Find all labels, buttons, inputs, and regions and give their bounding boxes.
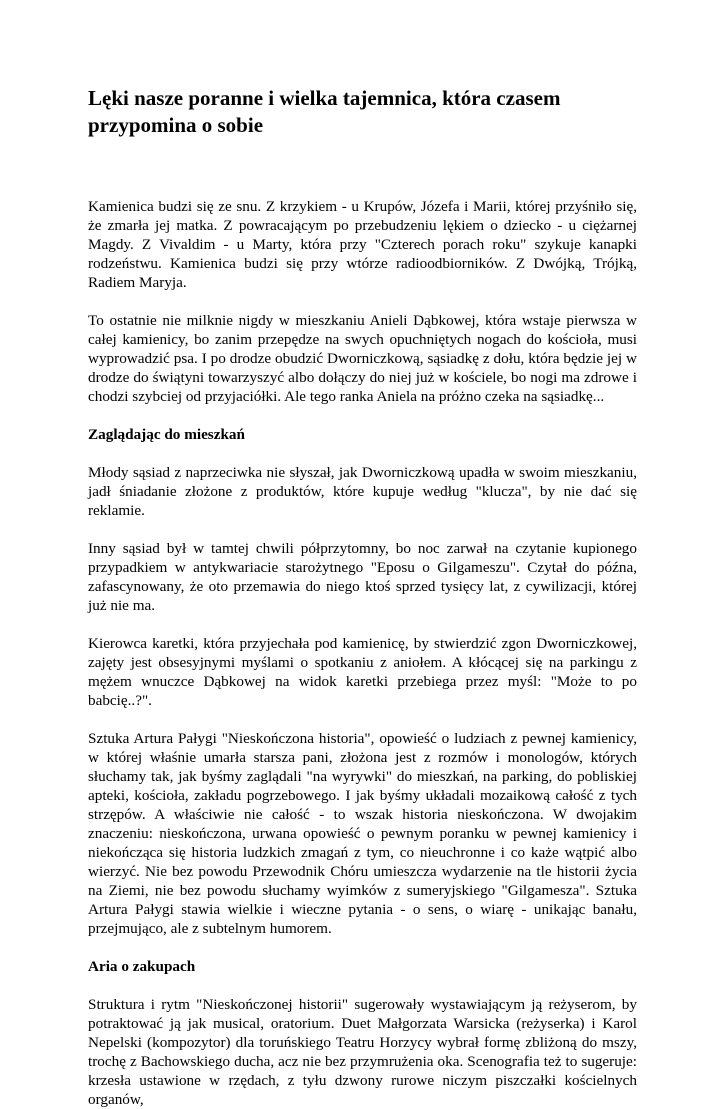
- paragraph: Młody sąsiad z naprzeciwka nie słyszał, jak Dworniczkową upadła w swoim mieszkaniu, jadł śniadanie złożone z produktów, które kupuje według "klucza", by nie dać się reklamie.: [88, 464, 637, 519]
- paragraph: Inny sąsiad był w tamtej chwili półprzytomny, bo noc zarwał na czytanie kupionego przypadkiem w antykwariacie starożytnego "Eposu o Gilgameszu". Czytał do późna, zafascynowany, że oto przemawia do niego ktoś sprzed tysięcy lat, z cywilizacji, której już nie ma.: [88, 540, 637, 614]
- section-heading: Aria o zakupach: [88, 958, 196, 975]
- section-heading: Zaglądając do mieszkań: [88, 426, 245, 443]
- paragraph: To ostatnie nie milknie nigdy w mieszkaniu Anieli Dąbkowej, która wstaje pierwsza w całej kamienicy, bo zanim przepędze na swych opuchniętych nogach do kościoła, musi wyprowadzić psa. I po drodze obudzić Dworniczkową, sąsiadkę z dołu, która będzie jej w drodze do świątyni towarzyszyć albo dołączy do niej już w kościele, bo nogi ma zdrowe i chodzi szybciej od przyjaciółki. Ale tego ranka Aniela na próżno czeka na sąsiadkę...: [88, 312, 637, 405]
- paragraph: Sztuka Artura Pałygi "Nieskończona historia", opowieść o ludziach z pewnej kamienicy, w której właśnie umarła starsza pani, złożona jest z rozmów i monologów, których słuchamy tak, jak byśmy zaglądali "na wyrywki" do mieszkań, na parking, do pobliskiej apteki, kościoła, zakładu pogrzebowego. I jak byśmy układali mozaikową całość z tych strzępów. A właściwie nie całość - to wszak historia nieskończona. W dwojakim znaczeniu: nieskończona, urwana opowieść o pewnym poranku w pewnej kamienicy i niekończąca się historia ludzkich zmagań z tym, co nieuchronne i co każe wątpić albo wierzyć. Nie bez powodu Przewodnik Chóru umieszcza wydarzenie na tle historii życia na Ziemi, nie bez powodu słuchamy wyimków z sumeryjskiego "Gilgamesza". Sztuka Artura Pałygi stawia wielkie i wieczne pytania - o sens, o wiarę - unikając banału, przejmująco, ale z subtelnym humorem.: [88, 730, 637, 937]
- paragraph: Kierowca karetki, która przyjechała pod kamienicę, by stwierdzić zgon Dworniczkowej, zajęty jest obsesyjnymi myślami o spotkaniu z aniołem. A kłócącej się na parkingu z mężem wnuczce Dąbkowej na widok karetki przebiega przez myśl: "Może to po babcię..?".: [88, 635, 637, 709]
- paragraph: Kamienica budzi się ze snu. Z krzykiem - u Krupów, Józefa i Marii, której przyśniło się, że zmarła jej matka. Z powracającym po przebudzeniu lękiem o dziecko - u ciężarnej Magdy. Z Vivaldim - u Marty, która przy "Czterech porach roku" szykuje kanapki rodzeństwu. Kamienica budzi się przy wtórze radioodbiorników. Z Dwójką, Trójką, Radiem Maryja.: [88, 198, 637, 291]
- document-title: Lęki nasze poranne i wielka tajemnica, która czasem przypomina o sobie: [88, 86, 561, 137]
- paragraph: Struktura i rytm "Nieskończonej historii" sugerowały wystawiającym ją reżyserom, by potraktować ją jak musical, oratorium. Duet Małgorzata Warsicka (reżyserka) i Karol Nepelski (kompozytor) dla toruńskiego Teatru Horzycy wybrał formę zbliżoną do mszy, trochę z Bachowskiego ducha, acz nie bez przymrużenia oka. Scenografia też to sugeruje: krzesła ustawione w rzędach, z tyłu dzwony rurowe niczym piszczałki kościelnych organów,: [88, 996, 637, 1108]
